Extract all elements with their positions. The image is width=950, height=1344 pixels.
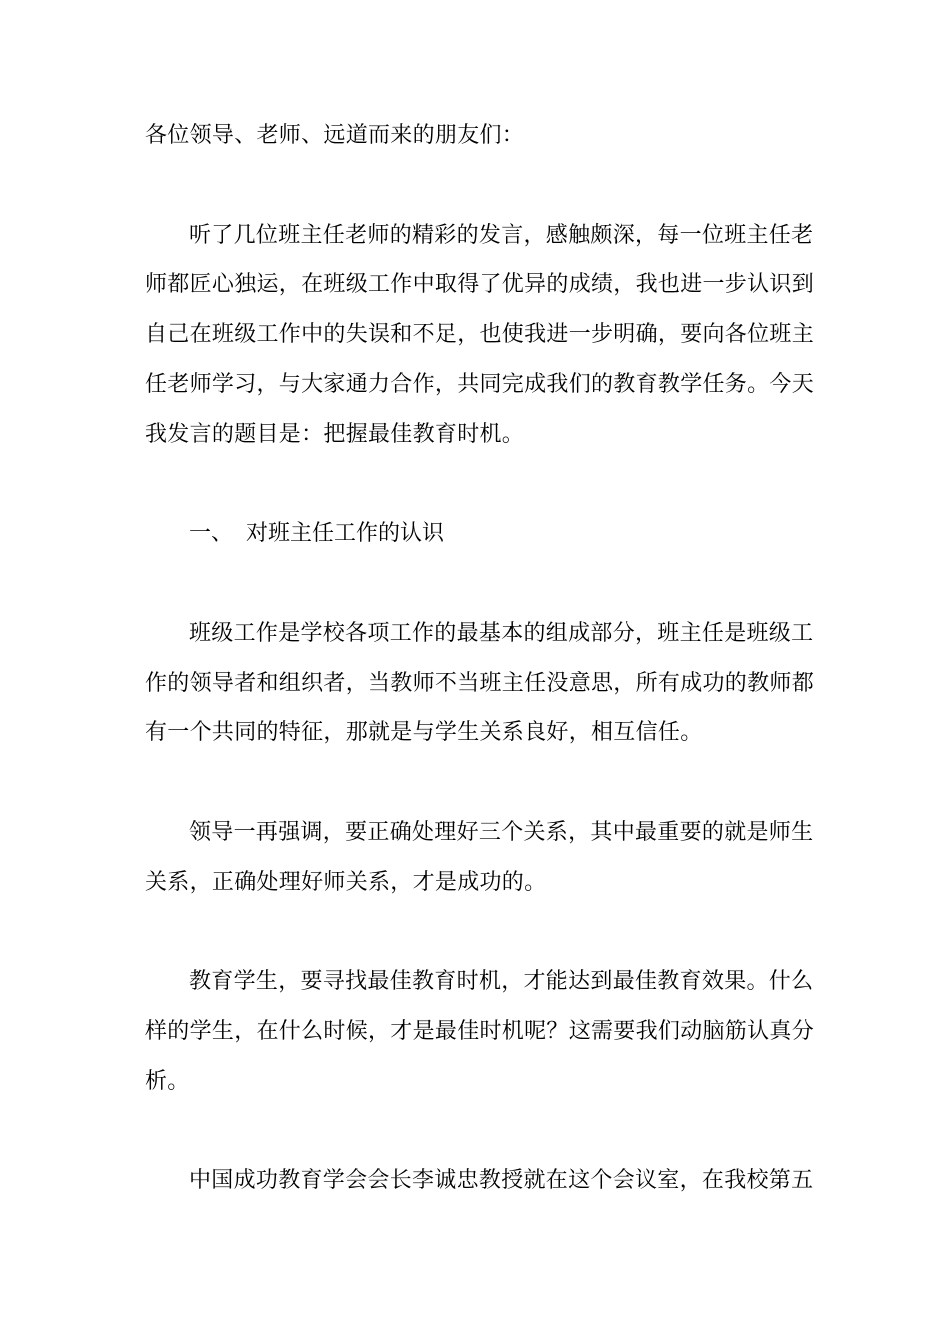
paragraph-4-line-3: 析。 xyxy=(145,1069,190,1094)
paragraph-1-line-3: 自己在班级工作中的失误和不足，也使我进一步明确，要向各位班主 xyxy=(145,322,815,347)
paragraph-5-line-1: 中国成功教育学会会长李诚忠教授就在这个会议室，在我校第五 xyxy=(189,1168,814,1193)
paragraph-1-line-5: 我发言的题目是：把握最佳教育时机。 xyxy=(145,422,525,447)
paragraph-4-line-2: 样的学生，在什么时候，才是最佳时机呢？这需要我们动脑筋认真分 xyxy=(145,1019,815,1044)
paragraph-3-line-1: 领导一再强调，要正确处理好三个关系，其中最重要的就是师生 xyxy=(189,820,814,845)
paragraph-2-line-2: 作的领导者和组织者，当教师不当班主任没意思，所有成功的教师都 xyxy=(145,671,815,696)
paragraph-1-line-1: 听了几位班主任老师的精彩的发言，感触颇深，每一位班主任老 xyxy=(189,223,814,248)
paragraph-3-line-2: 关系，正确处理好师关系，才是成功的。 xyxy=(145,870,547,895)
paragraph-2-line-3: 有一个共同的特征，那就是与学生关系良好，相互信任。 xyxy=(145,720,703,745)
salutation: 各位领导、老师、远道而来的朋友们： xyxy=(145,123,525,148)
section-heading-number: 一、 xyxy=(189,521,234,546)
paragraph-1-line-4: 任老师学习，与大家通力合作，共同完成我们的教育教学任务。今天 xyxy=(145,372,815,397)
paragraph-1-line-2: 师都匠心独运，在班级工作中取得了优异的成绩，我也进一步认识到 xyxy=(145,272,815,297)
paragraph-2-line-1: 班级工作是学校各项工作的最基本的组成部分，班主任是班级工 xyxy=(189,621,814,646)
paragraph-4-line-1: 教育学生，要寻找最佳教育时机，才能达到最佳教育效果。什么 xyxy=(189,969,814,994)
section-heading-text: 对班主任工作的认识 xyxy=(246,521,445,546)
